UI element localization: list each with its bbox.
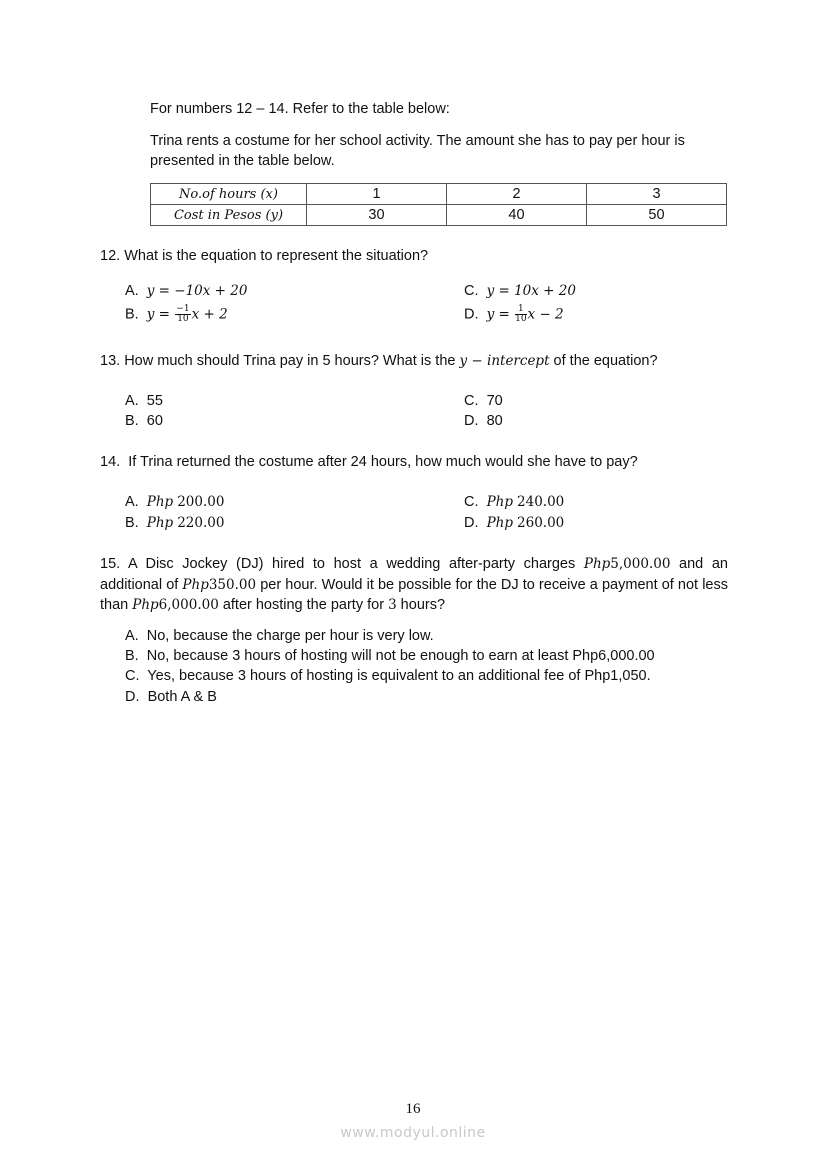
currency-label: Php [182,576,209,593]
choice-equation-prefix: y = [486,306,515,323]
cost-table [150,183,727,226]
question-text-3: per hour. Would it be possible for the DJ to receive a payment of not less than [100,576,728,613]
page-number: 16 [405,1101,421,1117]
choice-letter: C. [464,393,479,409]
table-cell: 2 [447,184,587,205]
currency-label: Php [132,597,159,613]
q13-choice-d[interactable] [464,413,503,429]
q14-choice-a[interactable] [125,494,224,510]
row-header-cost: Cost in Pesos (y) [151,205,307,226]
fraction [175,305,190,324]
q13-choice-a[interactable] [125,393,163,409]
q15-choice-c[interactable] [125,668,651,684]
table-cell: 1 [307,184,447,205]
question-12 [100,248,428,264]
choice-text: No, because the charge per hour is very low. [146,628,434,644]
currency-label: Php [486,515,513,531]
q14-choice-d[interactable] [464,515,564,531]
question-number: 12. [100,248,121,264]
table-row-hours [151,184,727,205]
choice-letter: A. [125,393,139,409]
question-14 [100,454,638,470]
q12-choice-b[interactable] [125,305,228,324]
question-math: y − intercept [459,353,550,369]
q15-choice-d[interactable] [125,689,217,705]
currency-label: Php [146,494,174,510]
fraction-denominator: 10 [515,314,527,324]
question-15 [100,554,728,616]
q12-choice-d[interactable] [464,305,564,324]
intro-paragraph-line-2: presented in the table below. [150,153,335,169]
choice-letter: C. [464,494,479,510]
q13-choice-b[interactable] [125,413,163,429]
choice-text: No, because 3 hours of hosting will not be enough to earn at least Php6,000.00 [146,648,655,664]
choice-text: Yes, because 3 hours of hosting is equivalent to an additional fee of Php1,050. [147,668,651,684]
table-cell: 40 [447,205,587,226]
q14-choice-c[interactable] [464,494,564,510]
table-cell: 30 [307,205,447,226]
choice-text: 55 [146,393,163,409]
choice-letter: C. [464,283,479,299]
choice-equation-suffix: x − 2 [527,306,564,323]
q14-choice-b[interactable] [125,515,224,531]
fraction-numerator: 1 [515,305,526,315]
question-number: 13. [100,353,121,369]
amount: 350.00 [208,576,257,593]
question-text-1: A Disc Jockey (DJ) hired to host a wedding after-party charges [120,556,584,572]
choice-letter: D. [464,413,479,429]
choice-letter: B. [125,515,139,531]
choice-equation: y = −10x + 20 [146,283,248,299]
choice-text: 80 [486,413,503,429]
q12-choice-c[interactable] [464,283,576,299]
choice-letter: C. [125,668,140,684]
choice-letter: A. [125,628,139,644]
choice-letter: D. [464,515,479,531]
choice-text: 70 [486,393,503,409]
choice-letter: A. [125,494,139,510]
amount: 200.00 [177,494,225,510]
q15-choice-a[interactable] [125,628,434,644]
watermark: www.modyul.online [340,1125,486,1141]
table-cell: 3 [587,184,727,205]
question-text-5: hours? [396,597,446,613]
q15-choice-b[interactable] [125,648,655,664]
question-text-before: How much should Trina pay in 5 hours? What is the [124,353,460,369]
row-header-hours: No.of hours (x) [151,184,307,205]
amount: 6,000.00 [158,597,219,613]
choice-letter: D. [464,306,479,323]
amount: 220.00 [177,515,225,531]
table-row-cost [151,205,727,226]
choice-equation-suffix: x + 2 [191,306,228,323]
question-number: 14. [100,454,121,470]
fraction [515,305,526,324]
intro-paragraph-line-1: Trina rents a costume for her school activity. The amount she has to pay per hour is [150,133,685,149]
q12-choice-a[interactable] [125,283,247,299]
amount: 260.00 [517,515,565,531]
amount: 5,000.00 [610,556,671,572]
choice-equation-prefix: y = [146,306,175,323]
q13-choice-c[interactable] [464,393,503,409]
choice-text: Both A & B [147,689,217,705]
question-text-after: of the equation? [549,353,658,369]
choice-letter: D. [125,689,140,705]
currency-label: Php [583,556,611,572]
fraction-numerator: −1 [176,304,190,314]
choice-letter: A. [125,283,139,299]
intro-heading: For numbers 12 – 14. Refer to the table below: [150,101,450,117]
fraction-denominator: 10 [177,314,189,324]
amount: 240.00 [517,494,565,510]
choice-letter: B. [125,648,139,664]
currency-label: Php [146,515,174,531]
choice-text: 60 [146,413,163,429]
choice-letter: B. [125,306,139,323]
question-13 [100,353,658,369]
question-text-4: after hosting the party for [218,597,389,613]
table-cell: 50 [587,205,727,226]
question-number: 15. [100,556,121,572]
question-text: What is the equation to represent the situation? [124,248,429,264]
choice-letter: B. [125,413,139,429]
currency-label: Php [486,494,513,510]
choice-equation: y = 10x + 20 [486,283,576,299]
hours-value: 3 [388,597,397,613]
question-text: If Trina returned the costume after 24 hours, how much would she have to pay? [128,454,638,470]
question-text-2: and an additional of [100,556,728,593]
